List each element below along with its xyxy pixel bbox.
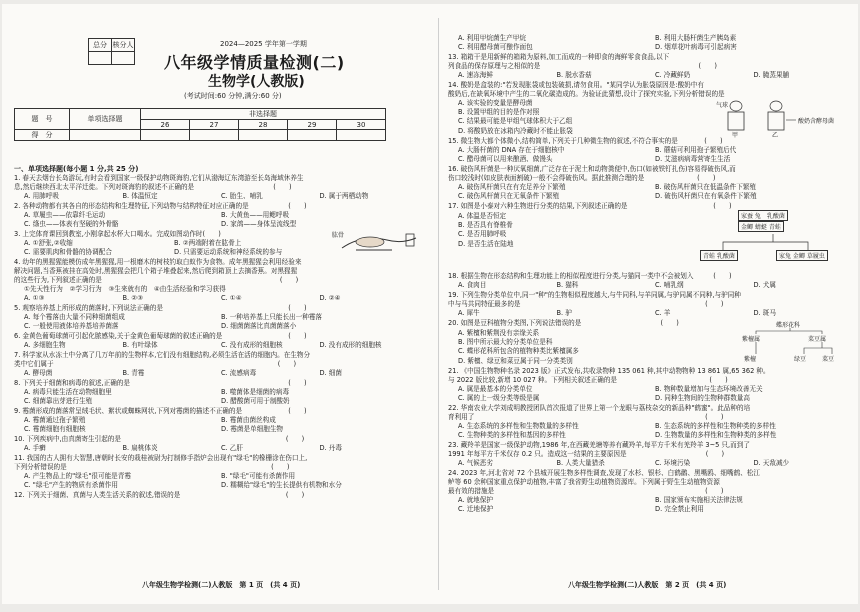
question-19-options [458,309,852,318]
option[interactable]: B. 体温恒定 [122,192,158,200]
option[interactable]: A. 紫檀和紫荆没有亲缘关系 [458,329,540,337]
option[interactable]: A. ①③ [24,294,45,302]
score-table-col: 30 [337,120,386,130]
question-7: 7. 科学家从水冻土中分离了几万年前的生物样本,它们没有细胞结构,必须生活在活的细胞内。在生物分 [14,351,311,359]
option[interactable]: B. 是否具有脊椎骨 [458,221,513,230]
option[interactable]: B. 有叶绿体 [122,341,158,349]
question-16-options [458,183,852,192]
question-3-options [24,239,324,248]
balloon-label: 气球 [716,102,729,109]
option[interactable]: D. 家鸽——身体呈流线型 [221,220,297,228]
question-4-cont: 解决问题,当香蕉被挂在高处时,黑猩猩会把几个箱子堆叠起来,然后爬到箱顶上去摘香蕉。对黑猩猩 [14,267,298,275]
option[interactable]: C. 环境污染 [655,459,691,467]
option[interactable]: B. 利用大肠杆菌生产胰岛素 [655,34,737,42]
option[interactable]: C. ①④ [221,294,242,302]
question-12-options [458,34,852,43]
question-13: 13. 箱箱干是用新鲜的箱箱为原料,加工而成的一种即食的海鲜零食食品,以下 [448,53,670,61]
score-total-label: 总分 [89,39,112,52]
option[interactable]: A. 产生物品上的"绿毛"很可能是青霉 [24,472,131,480]
score-table-cell [337,130,386,141]
score-checker-label: 核分人 [112,39,135,52]
option[interactable]: A. 用肺呼吸 [24,192,59,200]
group-a-label: 甲 [732,132,739,139]
question-24-options [458,505,852,514]
group-right: 家兔 金鲫 草履虫 [776,250,828,261]
option[interactable]: C. 没有成形的细胞核 [221,341,283,349]
question-4: 4. 幼年的黑猩猩能模仿成年黑猩猩,用一根磨木的树枝钓取白蚁作为食物。成年黑猩猩会利用经验来 [14,258,302,266]
option[interactable]: D. 生物数量的多样性和生物种类的多样性 [655,431,777,439]
option[interactable]: B. 霉菌由菌丝构成 [221,416,276,424]
question-14-cont: 酸奶后,在缺氧环境中产生的二氧化碳造成的。为验证此猜想,设计了探究实验,下列分析错误的是 [448,90,725,98]
option[interactable]: B. 物种数量增加与生态环境改善无关 [655,385,763,393]
question-14-options [458,99,708,136]
question-19-cont: 中与马共同特征最多的是 ( ) [448,300,724,308]
option[interactable]: D. 将酸奶放在冰箱内冷藏时不能止胀袋 [458,126,573,135]
question-16: 16. 破伤风杆菌是一种厌氧细菌,广泛存在于泥土和动物粪便中,伤口(如被铁钉扎伤)容易得破伤风,而 [448,165,736,173]
option[interactable]: B. 大黄鱼——用鳃呼吸 [221,211,290,219]
question-1-options [24,192,418,201]
option[interactable]: C. 细菌靠出芽进行生殖 [24,397,93,405]
question-23: 23. 藏羚羊是国家一级保护动物,1986 年,在西藏羌塘等养有藏羚羊,每平方千米有羌羚羊 3~5 只,而到了 [448,441,750,449]
score-box [88,38,135,65]
option[interactable]: B. 国家颁布实施相关法律法规 [655,496,743,504]
question-21-options [458,394,852,403]
question-23-cont: 1991 年每平方千米仅存 0.2 只。造成这一结果的主要原因是 ( ) [448,450,725,458]
question-14: 14. 酸奶是盒装的:"若发现胀袋或包装破损,请勿食用。"某同学认为胀袋原因是:酸奶中有 [448,81,704,89]
question-13-options [458,71,852,80]
option[interactable]: D. 没有成形的细胞核 [319,341,382,349]
option[interactable]: A. 利用甲烷菌生产甲烷 [458,34,526,42]
question-12-options [458,43,852,52]
legume-classification-figure [738,320,848,366]
option[interactable]: B. 扁桃体炎 [122,444,158,452]
question-5: 5. 观察培养基上所形成的菌落时,下列说法正确的是 ( ) [14,304,307,312]
question-21: 21. 《中国生物物种名录 2023 版》正式发布,共收录物种 135 061 种,其中动物物种 13 861 属,65 362 种。 [448,367,770,375]
option[interactable]: C. 胎生、哺乳 [221,192,263,200]
question-3: 3. 上完体育课回到教室,小刚拿起水杯大口喝水。完成如图动作时( ) [14,230,221,238]
question-11-options [24,472,418,481]
question-24-options [458,496,852,505]
option[interactable]: D. 斑马 [753,309,776,317]
genus-label-2: 菜豆属 [808,336,827,343]
option[interactable]: B. 蘑菇可利用孢子繁殖后代 [655,146,737,154]
species-label-2: 绿豆 [794,356,807,363]
option[interactable]: D. 细菌 [319,369,342,377]
statement-list: ①先天性行为 ②学习行为 ③生来就有的 ④由生活经验和学习获得 [24,285,226,293]
option[interactable]: D. 烟草花叶病毒可引起病害 [655,43,737,51]
question-4-list [24,285,418,294]
humerus-label: 肱骨 [332,232,345,239]
question-5-options [24,313,418,322]
question-11-options [24,481,418,490]
option[interactable]: D. 醋酸菌可用于制酸奶 [221,397,290,405]
option[interactable]: C. 属的上一级分类等级是属 [458,394,540,402]
page-2 [448,4,852,604]
option[interactable]: C. 乙肝 [221,444,243,452]
option[interactable]: A. 酵母菌 [24,369,53,377]
option[interactable]: A. 病毒只能生活在动物细胞里 [24,388,112,396]
option[interactable]: B. 破伤风杆菌只在低温条件下繁殖 [655,183,757,191]
score-table-qno: 题 号 [15,109,70,130]
option[interactable]: D. 艾滋病病毒营寄生生活 [655,155,731,163]
option[interactable]: A. 犀牛 [458,309,480,317]
score-table-cell [70,130,141,141]
question-2: 2. 各种动物都有其各自的形态结构和生理特征,下列动物与结构特征对应正确的是 ( ) [14,202,307,210]
option[interactable]: B. 驴 [556,309,572,317]
option[interactable]: C. 醋母菌可以用来酿酒、做馒头 [458,155,553,163]
question-11-cont: 下列分析错误的是 ( ) [14,463,290,471]
arm-figure [332,230,420,256]
question-7-options [24,369,418,378]
question-1: 1. 春天去烟台长岛游玩,有时会看到国家一级保护动物斑海豹,它们从渤海辽东湾游至长岛海域休养生 [14,174,304,182]
exam-title: 八年级学情质量检测(二) [164,53,345,72]
yogurt-label: 酸奶含酵母菌 [798,118,835,125]
question-9-options [24,416,418,425]
option[interactable]: B. "绿毛"可能有杀菌作用 [221,472,296,480]
option[interactable]: A. 草履虫——依靠纤毛运动 [24,211,106,219]
page-footer: 八年级生物学检测(二)人教版 第 1 页 (共 4 页) [142,581,301,589]
option[interactable]: D. 犬属 [753,281,776,289]
option[interactable]: D. 完全禁止利用 [655,505,704,513]
group-top2: 金鲫 蜻蜓 青蛙 [738,221,784,232]
option[interactable]: D. 腌蒸果脯 [753,71,790,79]
question-6-options [24,341,418,350]
score-table-cell [141,130,190,141]
option[interactable]: A. 手癣 [24,444,46,452]
question-24: 24. 2023 年,河北省对 72 个县城开展生物多样性调查,发现了水杉、银杉、白鹤鹳、黑嘴鸥、细嘴鹤、松江 [448,469,760,477]
group-top: 家蚕 兔 乳酸菌 [738,210,788,221]
option[interactable]: C. 蝶形花科所包含的植物种类比紫檀属多 [458,347,579,356]
option[interactable]: A. 每个霉落由大量不同种细菌组成 [24,313,125,321]
question-18: 18. 根据生物在形态结构和生理功能上的相似程度进行分类,与猫同一类中不会被划入 ( ) [448,272,732,280]
option[interactable]: B. 生态系统的多样性和生物种类的多样性 [655,422,776,430]
question-17: 17. 如图是小泰对六种生物进行分类的结果,下列叙述正确的是 ( ) [448,202,732,210]
score-checker-cell [112,52,135,65]
question-12: 12. 下列关于细菌、真菌与人类生活关系的叙述,错误的是 ( ) [14,491,305,499]
score-table [14,108,386,141]
score-table-choice: 单项选择题 [70,109,141,130]
page-footer: 八年级生物学检测(二)人教版 第 2 页 (共 4 页) [568,581,727,589]
question-22-cont: 育利用了 ( ) [448,413,724,421]
question-21-cont: 与 2022 版比较,新增 10 027 种。下列相关叙述正确的是 ( ) [448,376,728,384]
option[interactable]: D. 只需要运动系统和神经系统的参与 [174,248,283,256]
option[interactable]: A. 该实验的变量是酵母菌 [458,99,533,107]
genus-label-1: 紫檀属 [742,336,761,343]
option[interactable]: C. 结果最可能是甲组气球体积大于乙组 [458,117,573,126]
score-table-nonchoice: 非选择题 [141,109,386,120]
classification-figure [698,210,848,270]
question-4-options [24,294,418,303]
option[interactable]: B. ②两端附着在肱骨上 [174,239,242,247]
score-table-col: 26 [141,120,190,130]
option[interactable]: B. 人类大量猎杀 [556,459,605,467]
option[interactable]: D. 天敌减少 [753,459,790,467]
option[interactable]: C. 流感病毒 [221,369,257,377]
score-table-cell [288,130,337,141]
exam-sheet [2,4,858,604]
option[interactable]: A. 霉菌通过孢子繁殖 [24,416,86,424]
score-table-col: 29 [288,120,337,130]
question-9: 9. 霉菌形成的菌落常呈绒毛状、絮状或蜘蛛网状,下列对霉菌的描述不正确的是 ( ) [14,407,307,415]
page-divider [438,18,439,590]
option[interactable]: C. 利用醋母菌可酿作面包 [458,43,533,51]
question-6: 6. 金黄色葡萄球菌可引起化脓感染,关于金黄色葡萄球菌的叙述正确的是 ( ) [14,332,307,340]
option[interactable]: A. 体温是否恒定 [458,212,507,220]
option[interactable]: C. 迁地保护 [458,505,494,513]
score-table-col: 27 [190,120,239,130]
option[interactable]: B. 设置甲组的目的是作对照 [458,108,540,117]
group-left: 青蛙 乳酸菌 [700,250,738,261]
section-heading: 一、单项选择题(每小题 1 分,共 25 分) [14,165,139,173]
option[interactable]: B. 噬菌体是细菌的病毒 [221,388,290,396]
option[interactable]: A. 破伤风杆菌只在有充足养分下繁殖 [458,183,566,191]
question-24-cont: 最有效的措施是 ( ) [448,487,724,495]
option[interactable]: A. 大肠杆菌的 DNA 存在于细胞核中 [458,146,565,154]
question-15: 15. 微生物大都个体微小,结构简单,下列关于几种微生物的叙述,不符合事实的是 ( ) [448,137,723,145]
option[interactable]: B. 一种培养基上只能长出一种霉落 [221,313,323,321]
tree-lines [698,230,848,270]
option[interactable]: C. 是否用肺呼吸 [458,230,507,239]
exam-meta: (考试时间:60 分钟,满分:60 分) [184,92,282,100]
question-1-cont: 息,然后继续西北太平洋迁徙。下列对斑海豹的叙述不正确的是 ( ) [14,183,292,191]
option[interactable]: A. 速冻海鲜 [458,71,493,79]
option[interactable]: B. 猫科 [556,281,579,289]
question-10-options [24,444,418,453]
question-22-options [458,422,852,431]
option[interactable]: C. 羊 [655,309,671,317]
arm-drawing [332,230,420,256]
question-19: 19. 下列生物分类单位中,同一"种"的生物相似程度越大,与牛同科,与羊同属,与驴同属不同种,与驴同种 [448,291,741,299]
question-13-cont: 列食品的保存原理与之相似的是 ( ) [448,62,717,70]
page-1 [12,4,422,604]
question-16-options [458,192,852,201]
option[interactable]: D. ②④ [319,294,341,302]
option[interactable]: C. 需要肌肉和骨骼的协调配合 [24,248,112,256]
score-table-cell [190,130,239,141]
option[interactable]: C. 生物种类的多样性和基因的多样性 [458,431,566,439]
question-10: 10. 下列疾病中,由真菌寄生引起的是 ( ) [14,435,305,443]
question-17-options [458,212,658,249]
option[interactable]: C. 一般使用液体培养基培养菌落 [24,322,119,330]
question-24-cont: 鲈等 60 余种国家重点保护动植物,丰富了我省野生动植物资源库。下列属于野生生动植物资源 [448,478,720,486]
option[interactable]: A. 多细胞生物 [24,341,66,349]
question-11: 11. 我国的古人拥有大智慧,唐朝时长安的栽桂被尉为打制修手指炉会出现有"绿毛"的橡栅涂在伤口上, [14,454,308,462]
option[interactable]: A. 气候恶劣 [458,459,493,467]
option[interactable]: C. 霉菌细胞有细胞核 [24,425,86,433]
option[interactable]: D. 属于两栖动物 [319,192,369,200]
question-15-options [458,146,852,155]
exam-subject: 生物学(人教版) [208,74,305,90]
question-7-cont: 类中它们属于 ( ) [14,360,297,368]
question-15-options [458,155,852,164]
semester-label: 2024—2025 学年第一学期 [220,40,307,48]
question-20: 20. 如图是豆科植物分类图,下列说法错误的是 ( ) [448,319,679,327]
question-3-options [24,248,324,257]
question-8-options [24,397,418,406]
option[interactable]: A. 属是最基本的分类单位 [458,385,533,393]
option[interactable]: A. ①舒张,②收缩 [24,239,73,247]
question-21-options [458,385,852,394]
species-label-3: 菜豆 [822,356,835,363]
group-b-label: 乙 [772,132,779,139]
option[interactable]: C. 破伤风杆菌只在无氧条件下繁殖 [458,192,560,200]
question-2-options [24,211,418,220]
question-16-cont: 伤口较浅时(如皮肤表面割破)一般不会得破伤风。据此推测合理的是 ( ) [448,174,716,182]
option[interactable]: B. 脱水香菇 [556,71,592,79]
option[interactable]: D. 霉菌是单细胞生物 [221,425,284,433]
question-9-options [24,425,418,434]
question-4-cont: 的这些行为,下列叙述正确的是 ( ) [14,276,299,284]
option[interactable]: D. 丹毒 [319,444,342,452]
option[interactable]: A. 就地保护 [458,496,493,504]
score-table-col: 28 [239,120,288,130]
option[interactable]: C. 绦虫——体表有坚硬的外骨骼 [24,220,119,228]
score-total-cell [89,52,112,65]
question-22-options [458,431,852,440]
species-label-1: 紫檀 [744,356,757,363]
question-8: 8. 下列关于细菌和病毒的叙述,正确的是 ( ) [14,379,307,387]
option[interactable]: B. 青霉 [122,369,145,377]
question-2-options [24,220,418,229]
option[interactable]: D. 是否生活在陆地 [458,239,514,248]
score-table-score-label: 得 分 [15,130,70,141]
option[interactable]: D. 糯糊给"绿毛"的生长提供有机物和水分 [221,481,342,489]
family-label: 蝶形花科 [776,322,801,329]
option[interactable]: B. 图中所示最大的分类单位是科 [458,338,553,347]
question-5-options [24,322,418,331]
option[interactable]: C. 哺乳纲 [655,281,684,289]
question-23-options [458,459,852,468]
option[interactable]: D. 同种生物间的生物种群数量高 [655,394,750,402]
question-18-options [458,281,852,290]
option[interactable]: D. 破伤风杆菌只在有氧条件下繁殖 [655,192,757,200]
question-8-options [24,388,418,397]
question-22: 22. 华南农业大学刘成明教授团队首次报道了世界上第一个龙眼与荔枝杂交的新品种"鹤蜜"。此品种的培 [448,404,751,412]
option[interactable]: A. 食肉目 [458,281,487,289]
option[interactable]: C. "绿毛"产生的物质有杀菌作用 [24,481,118,489]
option[interactable]: B. ②③ [122,294,144,302]
option[interactable]: C. 冷藏鲜奶 [655,71,691,79]
legume-tree-lines [738,320,848,366]
option[interactable]: A. 生态系统的多样性和生物数量的多样性 [458,422,579,430]
question-20-options [458,329,728,366]
option[interactable]: D. 细菌菌落比真菌菌落小 [221,322,297,330]
option[interactable]: D. 紫檀、绿豆和菜豆属于同一分类类别 [458,356,573,365]
score-table-cell [239,130,288,141]
yogurt-experiment-figure [716,100,846,138]
